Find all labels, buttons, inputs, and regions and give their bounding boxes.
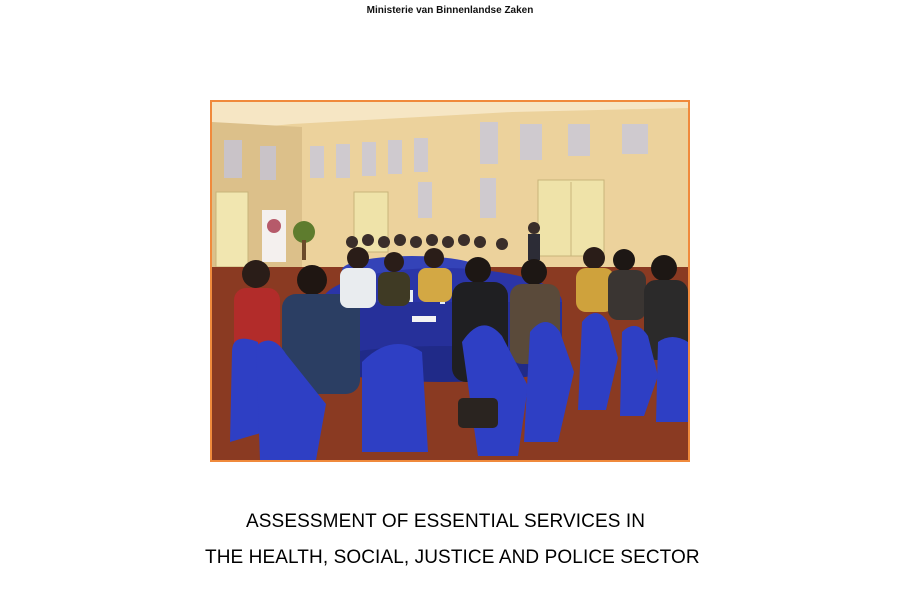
person xyxy=(651,255,677,281)
wall-panel xyxy=(520,124,542,160)
cover-photo xyxy=(210,100,690,462)
door xyxy=(216,192,248,267)
wall-panel xyxy=(260,146,276,180)
document-title-line-2: THE HEALTH, SOCIAL, JUSTICE AND POLICE SECTOR xyxy=(205,547,700,568)
person xyxy=(347,247,369,269)
document-title-line-1: ASSESSMENT OF ESSENTIAL SERVICES IN xyxy=(246,511,646,532)
bag xyxy=(458,398,498,428)
person xyxy=(521,259,547,285)
wall-panel xyxy=(388,140,402,174)
person xyxy=(424,248,444,268)
person xyxy=(242,260,270,288)
meeting-photo-illustration xyxy=(212,102,688,460)
person xyxy=(583,247,605,269)
wall-panel xyxy=(622,124,648,154)
wall-panel xyxy=(480,122,498,164)
wall-panel xyxy=(414,138,428,172)
wall-panel xyxy=(418,182,432,218)
ministry-header: Ministerie van Binnenlandse Zaken xyxy=(366,5,534,16)
person xyxy=(384,252,404,272)
person xyxy=(613,249,635,271)
wall-panel xyxy=(568,124,590,156)
person xyxy=(297,265,327,295)
wall-panel xyxy=(224,140,242,178)
wall-panel xyxy=(480,178,496,218)
banner-stand xyxy=(262,210,286,262)
plant xyxy=(293,221,315,243)
wall-panel xyxy=(362,142,376,176)
person xyxy=(465,257,491,283)
wall-panel xyxy=(336,144,350,178)
wall-panel xyxy=(310,146,324,178)
